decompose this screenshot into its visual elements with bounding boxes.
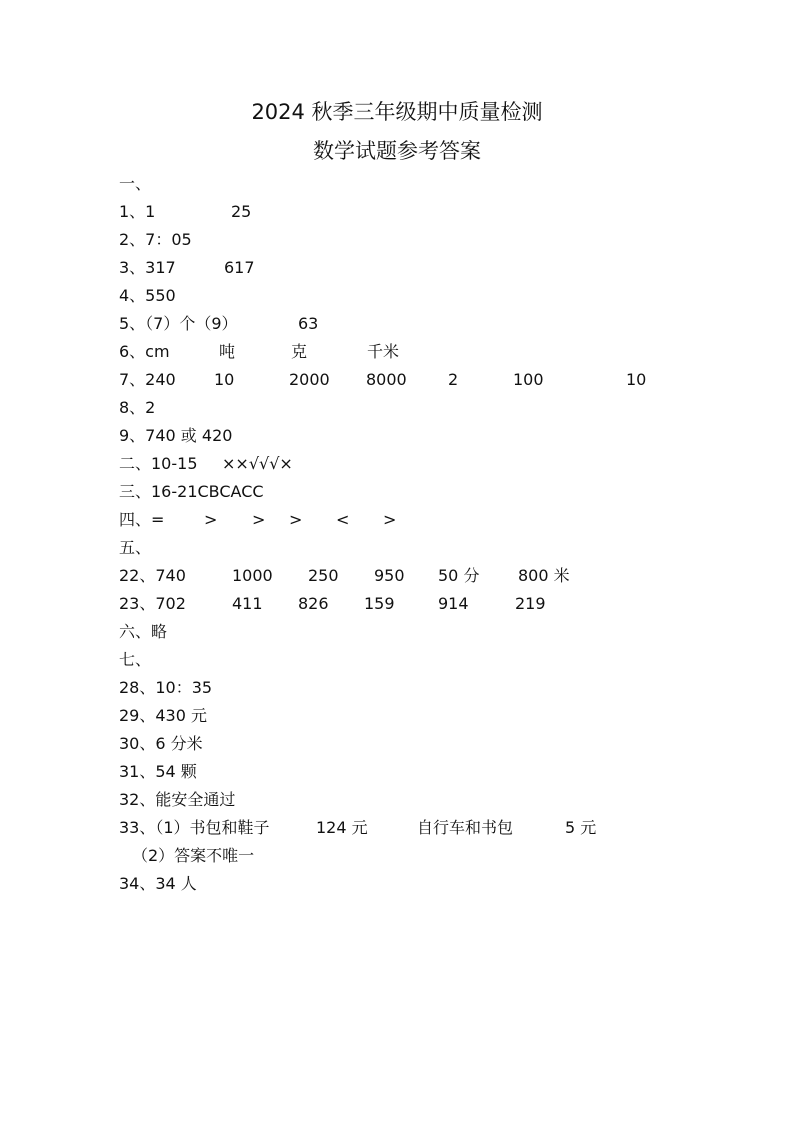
answer-item: 四、= xyxy=(119,510,165,529)
answer-item: 28、10：35 xyxy=(119,678,213,697)
answer-value: 950 xyxy=(374,566,405,585)
answer-item: 五、 xyxy=(119,538,152,557)
answer-value: 219 xyxy=(515,594,546,613)
answer-item: 三、16-21CBCACC xyxy=(119,482,264,501)
answer-value: 63 xyxy=(298,314,319,333)
answer-item: 六、略 xyxy=(119,622,168,641)
answer-item: 6、cm xyxy=(119,342,170,361)
answer-item: （2）答案不唯一 xyxy=(132,846,255,865)
document-subtitle: 数学试题参考答案 xyxy=(313,139,481,163)
answer-item: 3、317 xyxy=(119,258,176,277)
answer-value: 25 xyxy=(231,202,252,221)
answer-value: < xyxy=(336,510,350,529)
answer-item: 29、430 元 xyxy=(119,706,207,725)
answer-item: 8、2 xyxy=(119,398,156,417)
answer-value: 10 xyxy=(626,370,647,389)
answer-item: 七、 xyxy=(119,650,152,669)
answer-item: 23、702 xyxy=(119,594,186,613)
answer-value: > xyxy=(289,510,303,529)
answer-value: 2 xyxy=(448,370,459,389)
answer-item: 5、（7）个（9） xyxy=(119,314,238,333)
answer-value: 50 分 xyxy=(438,566,480,585)
answer-value: 吨 xyxy=(219,342,236,361)
answer-item: 30、6 分米 xyxy=(119,734,203,753)
answer-item: 2、7：05 xyxy=(119,230,192,249)
answer-item: 二、10-15 xyxy=(119,454,198,473)
answer-item: 一、 xyxy=(119,174,152,193)
answer-value: 10 xyxy=(214,370,235,389)
answer-value: > xyxy=(204,510,218,529)
answer-item: 34、34 人 xyxy=(119,874,197,893)
answer-value: 克 xyxy=(291,342,308,361)
answer-value: 124 元 xyxy=(316,818,368,837)
answer-item: 31、54 颗 xyxy=(119,762,197,781)
answer-value: 159 xyxy=(364,594,395,613)
answer-item: 33、（1）书包和鞋子 xyxy=(119,818,270,837)
answer-value: 自行车和书包 xyxy=(417,818,514,837)
answer-item: 7、240 xyxy=(119,370,176,389)
answer-value: 8000 xyxy=(366,370,407,389)
answer-value: ××√√√× xyxy=(222,454,293,473)
answer-value: > xyxy=(252,510,266,529)
answer-value: 800 米 xyxy=(518,566,570,585)
answer-value: 826 xyxy=(298,594,329,613)
answer-value: 617 xyxy=(224,258,255,277)
answer-value: 1000 xyxy=(232,566,273,585)
answer-value: > xyxy=(383,510,397,529)
answer-value: 914 xyxy=(438,594,469,613)
answer-value: 2000 xyxy=(289,370,330,389)
document-title: 2024 秋季三年级期中质量检测 xyxy=(251,100,543,124)
answer-value: 250 xyxy=(308,566,339,585)
answer-item: 4、550 xyxy=(119,286,176,305)
answer-item: 1、1 xyxy=(119,202,156,221)
answer-value: 411 xyxy=(232,594,263,613)
answer-value: 5 元 xyxy=(565,818,597,837)
answer-item: 9、740 或 420 xyxy=(119,426,233,445)
answer-item: 22、740 xyxy=(119,566,186,585)
answer-item: 32、能安全通过 xyxy=(119,790,236,809)
answer-value: 100 xyxy=(513,370,544,389)
answer-value: 千米 xyxy=(367,342,400,361)
